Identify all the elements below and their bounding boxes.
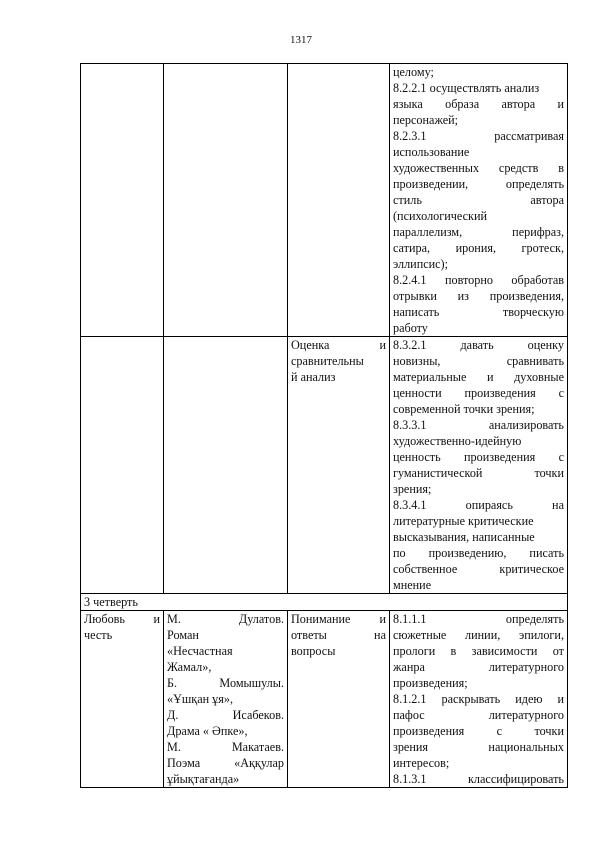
skill-line: ответы на xyxy=(291,628,386,642)
objective-line: персонажей; xyxy=(393,113,459,127)
skill-cell xyxy=(288,337,390,594)
objective-line: высказывания, написанные xyxy=(393,530,535,544)
theme-cell xyxy=(81,611,164,788)
objective-line: ценность произведения с xyxy=(393,450,564,464)
theme-line: Любовь и xyxy=(84,612,160,626)
skill-line: Понимание и xyxy=(291,612,386,626)
works-cell xyxy=(164,337,288,594)
theme-cell xyxy=(81,64,164,337)
objective-line: 8.1.1.1 определять xyxy=(393,612,564,626)
objective-line: 8.2.2.1 осуществлять анализ xyxy=(393,81,540,95)
skill-line: й анализ xyxy=(291,370,336,384)
objective-line: работу xyxy=(393,321,428,335)
objective-line: 8.3.4.1 опираясь на xyxy=(393,498,564,512)
page-number: 1317 xyxy=(290,34,312,46)
quarter-heading: 3 четверть xyxy=(81,594,568,611)
work-line: Д. Исабеков. xyxy=(167,708,284,722)
objective-line: произведении, определять xyxy=(393,177,564,191)
objective-line: параллелизм, перифраз, xyxy=(393,225,564,239)
objective-line: ценности произведения с xyxy=(393,386,564,400)
work-line: Драма « Әпке», xyxy=(167,724,248,738)
objective-line: гуманистической точки xyxy=(393,466,564,480)
objective-line: литературные критические xyxy=(393,514,534,528)
objective-line: 8.1.2.1 раскрывать идею и xyxy=(393,692,564,706)
theme-line: честь xyxy=(84,628,113,642)
objective-line: жанра литературного xyxy=(393,660,564,674)
table-row xyxy=(81,64,568,337)
objective-line: материальные и духовные xyxy=(393,370,564,384)
objective-line: 8.2.4.1 повторно обработав xyxy=(393,273,564,287)
work-line: Поэма «Аққулар xyxy=(167,756,284,770)
objective-line: 8.1.3.1 классифицировать xyxy=(393,772,564,786)
objective-line: сатира, ирония, гротеск, xyxy=(393,241,564,255)
objective-line: пафос литературного xyxy=(393,708,564,722)
objective-line: произведения; xyxy=(393,676,468,690)
table-row xyxy=(81,611,568,788)
work-line: М. Макатаев. xyxy=(167,740,284,754)
objective-line: прологи в зависимости от xyxy=(393,644,564,658)
objective-line: использование xyxy=(393,145,470,159)
table-row xyxy=(81,594,568,611)
objective-line: стиль автора xyxy=(393,193,564,207)
objective-line: эллипсис); xyxy=(393,257,449,271)
skill-cell xyxy=(288,64,390,337)
objective-line: целому; xyxy=(393,65,434,79)
objective-line: художественно-идейную xyxy=(393,434,522,448)
objective-line: 8.3.2.1 давать оценку xyxy=(393,338,564,352)
objective-line: по произведению, писать xyxy=(393,546,564,560)
objective-line: (психологический xyxy=(393,209,487,223)
table-row xyxy=(81,337,568,594)
curriculum-table xyxy=(80,63,568,788)
work-line: «Несчастная xyxy=(167,644,233,658)
objective-line: художественных средств в xyxy=(393,161,564,175)
objective-line: собственное критическое xyxy=(393,562,564,576)
work-line: Б. Момышулы. xyxy=(167,676,284,690)
objective-line: сюжетные линии, эпилоги, xyxy=(393,628,564,642)
work-line: Жамал», xyxy=(167,660,212,674)
objective-line: зрения; xyxy=(393,482,432,496)
work-line: Роман xyxy=(167,628,199,642)
theme-cell xyxy=(81,337,164,594)
objective-line: современной точки зрения; xyxy=(393,402,535,416)
works-cell xyxy=(164,64,288,337)
works-cell xyxy=(164,611,288,788)
objective-line: языка образа автора и xyxy=(393,97,564,111)
objective-line: отрывки из произведения, xyxy=(393,289,564,303)
objectives-cell xyxy=(390,64,568,337)
objective-line: интересов; xyxy=(393,756,450,770)
objective-line: мнение xyxy=(393,578,432,592)
skill-line: Оценка и xyxy=(291,338,386,352)
objectives-cell xyxy=(390,337,568,594)
objective-line: зрения национальных xyxy=(393,740,564,754)
objective-line: произведения с точки xyxy=(393,724,564,738)
objective-line: новизны, сравнивать xyxy=(393,354,564,368)
work-line: ұйықтағанда» xyxy=(167,772,240,786)
objective-line: написать творческую xyxy=(393,305,564,319)
skill-line: вопросы xyxy=(291,644,336,658)
skill-line: сравнительны xyxy=(291,354,364,368)
work-line: «Ұшқан ұя», xyxy=(167,692,234,706)
objectives-cell xyxy=(390,611,568,788)
work-line: М. Дулатов. xyxy=(167,612,284,626)
objective-line: 8.3.3.1 анализировать xyxy=(393,418,564,432)
skill-cell xyxy=(288,611,390,788)
objective-line: 8.2.3.1 рассматривая xyxy=(393,129,564,143)
